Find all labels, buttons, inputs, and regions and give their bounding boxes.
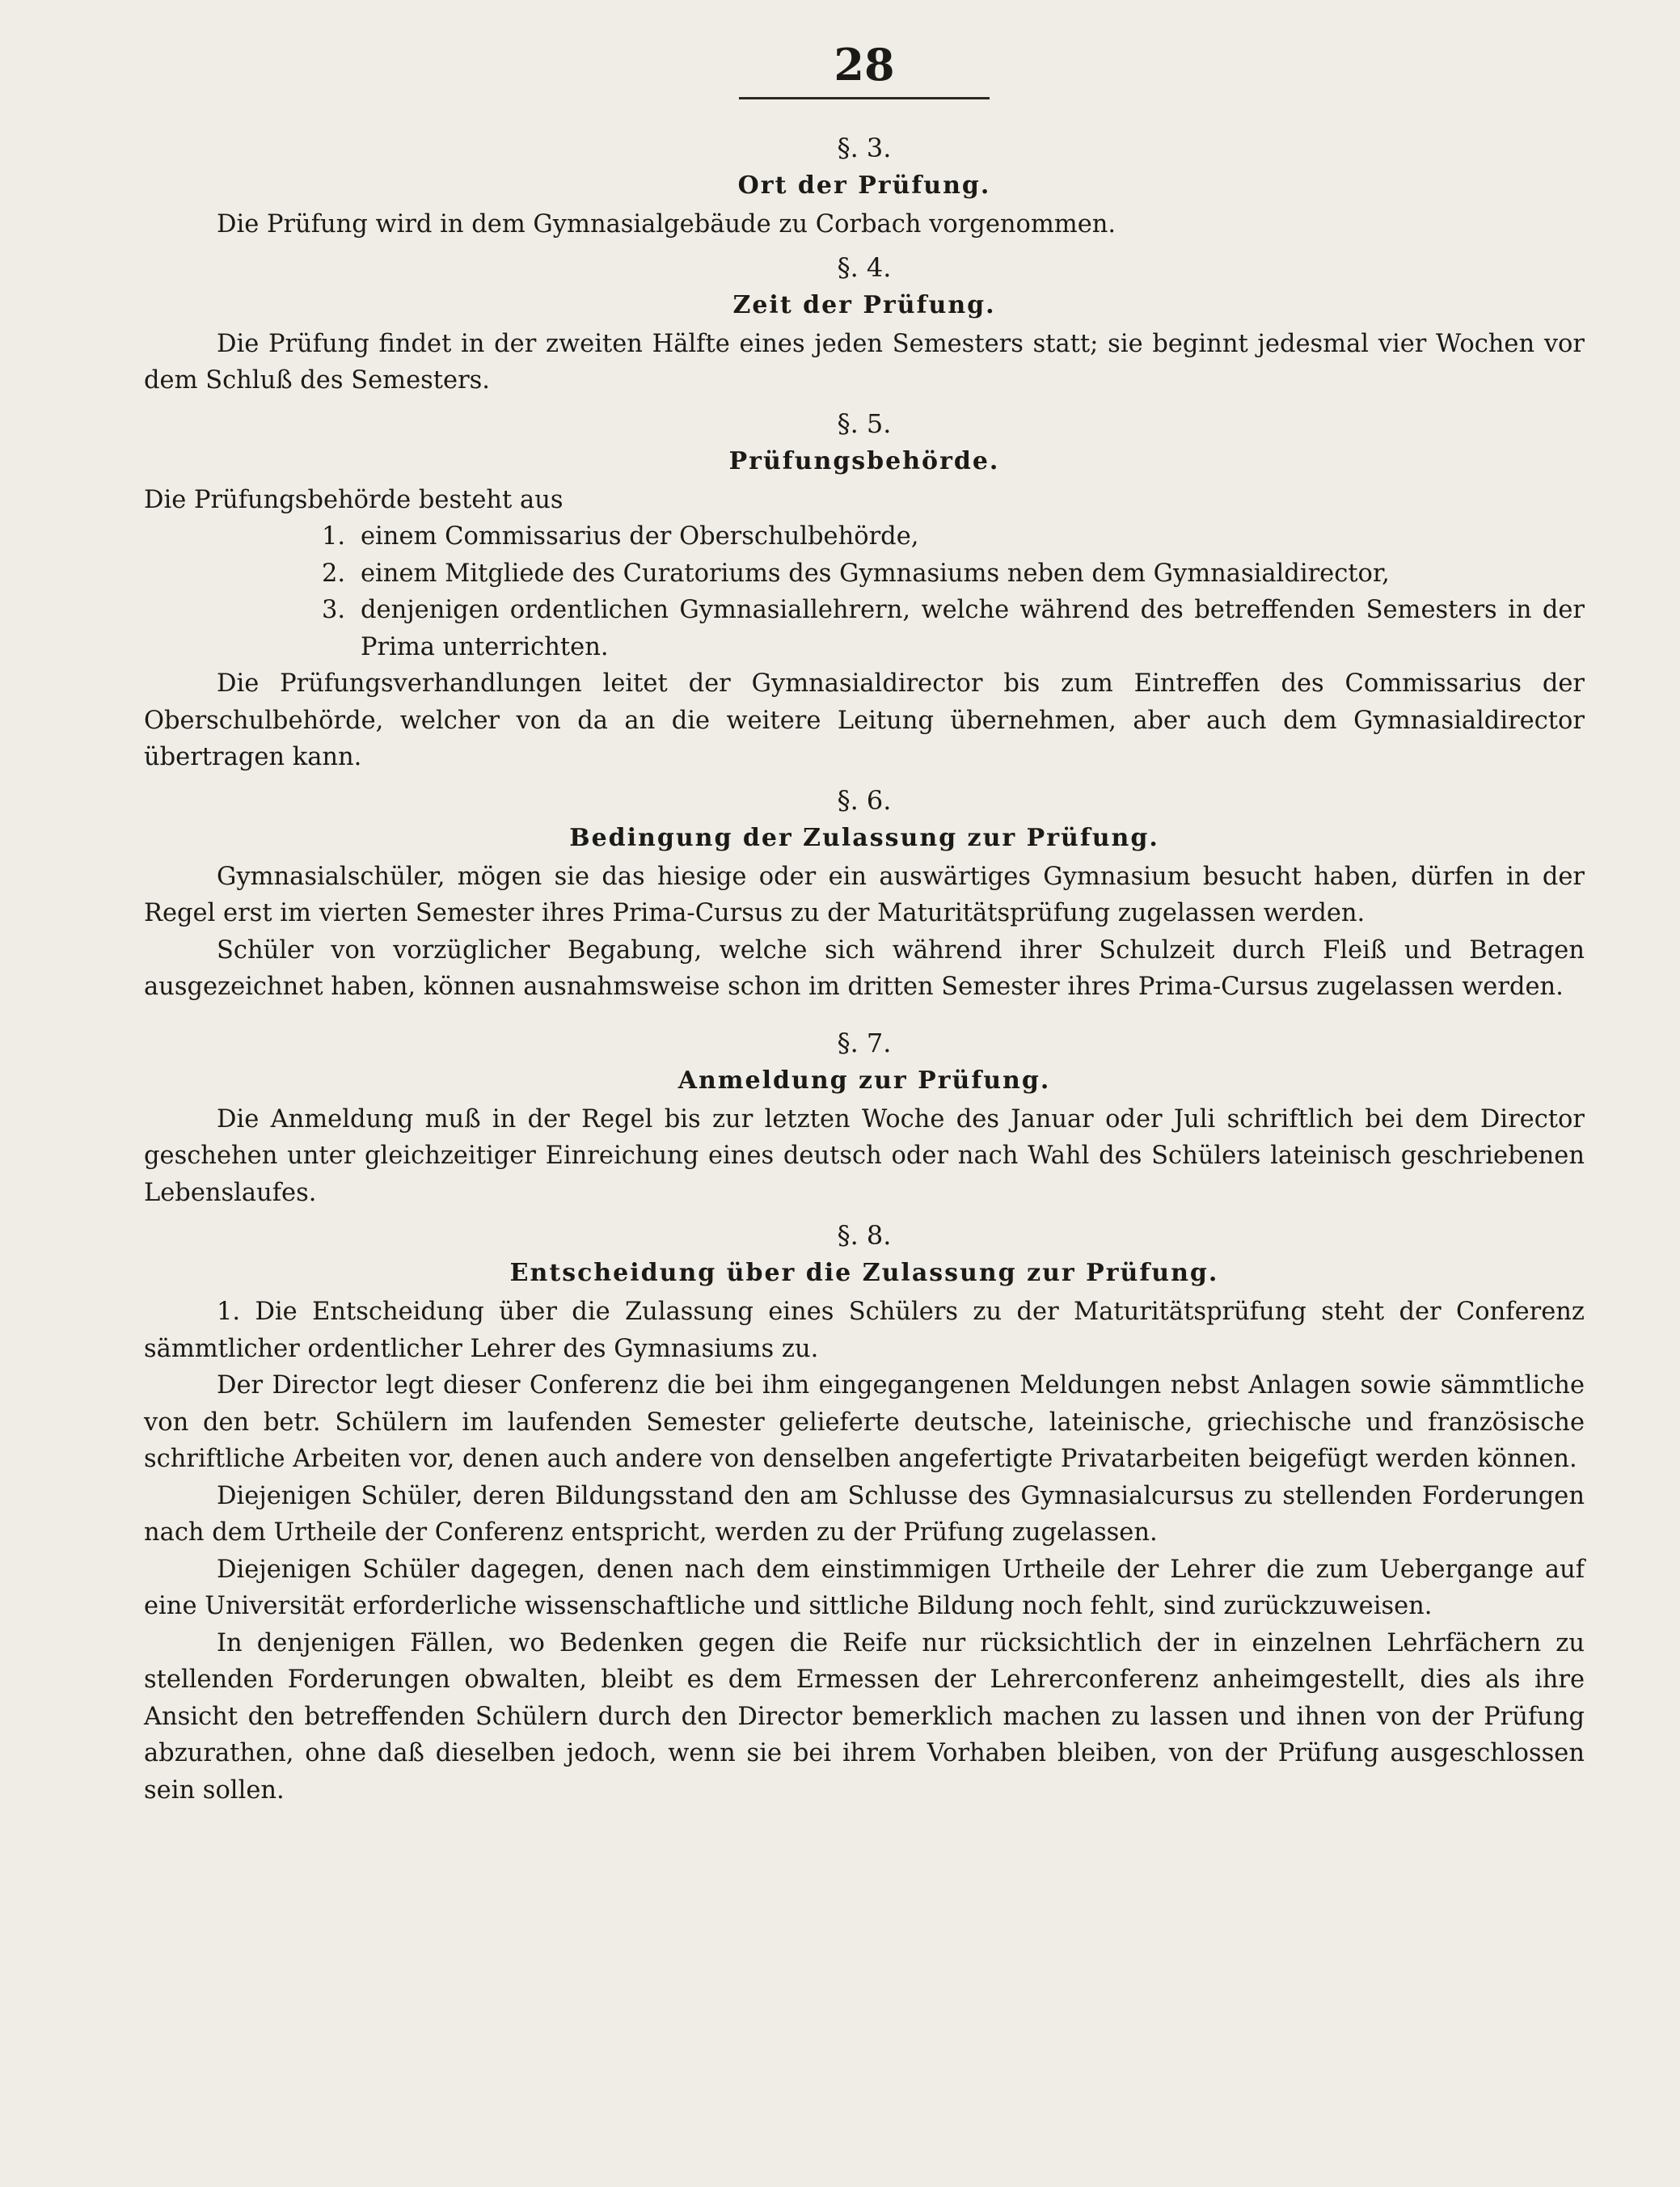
list-item <box>322 592 1585 665</box>
paragraph: Die Prüfung findet in der zweiten Hälfte eines jeden Semesters statt; sie beginnt jedesmal vier Wochen vor dem Schluß des Semesters. <box>144 329 1585 395</box>
section-8 <box>144 1216 1585 1809</box>
paragraph: Schüler von vorzüglicher Begabung, welche sich während ihrer Schulzeit durch Fleiß und Betragen ausgezeichnet haben, können ausnahmsweise schon im dritten Semester ihres Prima-Cursus zugelassen werden. <box>144 935 1585 1001</box>
section-mark: §. 3. <box>837 133 892 163</box>
paragraph: Gymnasialschüler, mögen sie das hiesige oder ein auswärtiges Gymnasium besucht haben, dürfen in der Regel erst im vierten Semester ihres Prima-Cursus zu der Maturitätsprüfung zugelassen werden. <box>144 862 1585 927</box>
section-mark: §. 5. <box>837 407 892 439</box>
list-item-text: denjenigen ordentlichen Gymnasiallehrern, welche während des betreffenden Semesters in der Prima unterrichten. <box>361 596 1585 661</box>
list-item <box>322 518 1585 555</box>
paragraph: Diejenigen Schüler dagegen, denen nach dem einstimmigen Urtheile der Lehrer die zum Uebergange auf eine Universität erforderliche wissenschaftliche und sittliche Bildung noch fehlt, sind zurückzuweisen. <box>144 1555 1585 1620</box>
page-number: 28 <box>834 39 895 91</box>
section-3 <box>144 129 1585 243</box>
list-item-number: 3. <box>322 596 346 624</box>
section-heading: Bedingung der Zulassung zur Prüfung. <box>569 823 1159 852</box>
paragraph: Die Prüfung wird in dem Gymnasialgebäude zu Corbach vorgenommen. <box>217 210 1116 239</box>
section-4 <box>144 248 1585 399</box>
section-6 <box>144 781 1585 1006</box>
page-number-rule <box>739 97 990 99</box>
section-heading: Prüfungsbehörde. <box>728 446 1000 475</box>
list-item-text: einem Commissarius der Oberschulbehörde, <box>361 522 919 551</box>
paragraph: Die Anmeldung muß in der Regel bis zur letzten Woche des Januar oder Juli schriftlich bei dem Director geschehen unter gleichzeitiger Einreichung eines deutsch oder nach Wahl des Schülers lateinisch geschriebenen Lebenslaufes. <box>144 1104 1585 1207</box>
list-intro: Die Prüfungsbehörde besteht aus <box>144 485 564 514</box>
authority-list <box>144 518 1585 665</box>
paragraph: In denjenigen Fällen, wo Bedenken gegen die Reife nur rücksichtlich der in einzelnen Lehrfächern zu stellenden Forderungen obwalten, bleibt es dem Ermessen der Lehrerconferenz anheimgestellt, dies als ihre Ansicht den betreffenden Schülern durch den Director bemerklich machen zu lassen und ihnen von der Prüfung abzurathen, ohne daß dieselben jedoch, wenn sie bei ihrem Vorhaben bleiben, von der Prüfung ausgeschlossen sein sollen. <box>144 1628 1585 1805</box>
section-mark: §. 7. <box>837 1027 892 1058</box>
section-mark: §. 4. <box>837 251 892 283</box>
section-7 <box>144 1024 1585 1212</box>
list-item-number: 2. <box>322 559 346 588</box>
section-mark: §. 6. <box>837 784 892 816</box>
section-5 <box>144 404 1585 776</box>
list-item-text: einem Mitgliede des Curatoriums des Gymnasiums neben dem Gymnasialdirector, <box>361 559 1390 588</box>
paragraph: Die Prüfungsverhandlungen leitet der Gymnasialdirector bis zum Eintreffen des Commissarius der Oberschulbehörde, welcher von da an die weitere Leitung übernehmen, aber auch dem Gymnasialdirector übertragen kann. <box>144 669 1585 771</box>
paragraph: Der Director legt dieser Conferenz die bei ihm eingegangenen Meldungen nebst Anlagen sowie sämmtliche von den betr. Schülern im laufenden Semester gelieferte deutsche, lateinische, griechische und französische schriftliche Arbeiten vor, denen auch andere von denselben angefertigte Privatarbeiten beigefügt werden können. <box>144 1371 1585 1473</box>
section-heading: Ort der Prüfung. <box>737 171 991 200</box>
section-heading: Zeit der Prüfung. <box>732 290 996 319</box>
list-item <box>322 555 1585 593</box>
list-item-number: 1. <box>322 522 346 551</box>
paragraph: Diejenigen Schüler, deren Bildungsstand den am Schlusse des Gymnasialcursus zu stellenden Forderungen nach dem Urtheile der Conferenz entspricht, werden zu der Prüfung zugelassen. <box>144 1481 1585 1547</box>
paragraph: 1. Die Entscheidung über die Zulassung eines Schülers zu der Maturitätsprüfung steht der Conferenz sämmtlicher ordentlicher Lehrer des Gymnasiums zu. <box>144 1298 1585 1363</box>
section-heading: Entscheidung über die Zulassung zur Prüfung. <box>509 1259 1219 1287</box>
section-heading: Anmeldung zur Prüfung. <box>677 1066 1051 1095</box>
section-mark: §. 8. <box>837 1220 892 1251</box>
